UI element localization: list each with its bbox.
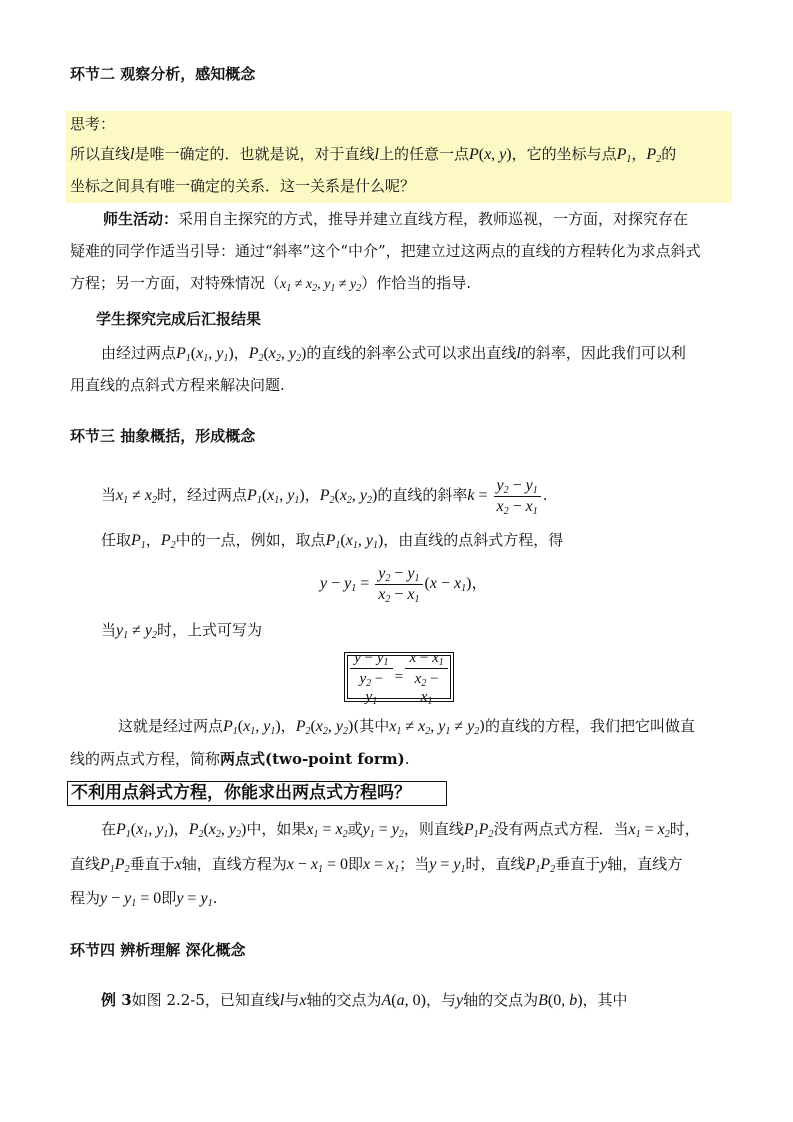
point-slope-equation: $y - y_1$ = $\frac{y_2 - y_1}{x_2 - x_1}$ $(x - x_1)$，: [320, 564, 488, 605]
two-point-formula: $\frac{y - y_1}{y_2 - y_1}$ = $\frac{x - x_1}{x_2 - x_1}$: [347, 655, 451, 699]
section3-heading: 环节三 抽象概括，形成概念: [70, 427, 256, 445]
report-heading: 学生探究完成后汇报结果: [96, 310, 262, 328]
special-line-2: 直线$P_1P_2$垂直于x轴，直线方程为$x - x_1 = 0$即$x = x_1$；当$y = y_1$时，直线$P_1P_2$垂直于y轴，直线方: [70, 855, 683, 875]
report-line-1: 由经过两点$P_1(x_1$, $y_1$)，$P_2(x_2$, $y_2$)的直线的斜率公式可以求出直线l的斜率，因此我们可以利: [101, 344, 686, 364]
special-line-3: 程为$y - y_1 = 0$即$y = y_1$.: [70, 889, 218, 909]
when-line: 当$y_1 \ne y_2$时，上式可写为: [101, 621, 263, 641]
example-3-line: 例 3如图 2.2-5，已知直线l与x轴的交点为A(a, 0)，与y轴的交点为B(0, b)，其中: [101, 991, 628, 1009]
think-line-1: 所以直线l是唯一确定的．也就是说，对于直线l上的任意一点P(x, y)，它的坐标与点$P_1$，$P_2$的: [70, 145, 677, 165]
two-point-form-box: [344, 649, 454, 707]
section4-heading: 环节四 辨析理解 深化概念: [70, 941, 246, 959]
activity-line-1: 师生活动：采用自主探究的方式，推导并建立直线方程，教师巡视，一方面，对探究存在: [103, 210, 689, 228]
definition-line-2: 线的两点式方程，简称两点式(two-point form).: [70, 750, 410, 768]
take-line: 任取$P_1$，$P_2$中的一点，例如，取点$P_1(x_1$, $y_1$)，由直线的点斜式方程，得: [101, 531, 564, 551]
section2-heading: 环节二 观察分析，感知概念: [70, 65, 256, 83]
think-label: 思考：: [70, 115, 116, 133]
slope-line: 当$x_1 \ne x_2$时，经过两点$P_1(x_1$, $y_1$)，$P_2(x_2$, $y_2$)的直线的斜率k = $\frac{y_2 - y_1}{x_2 - x_1}$ .: [101, 476, 548, 517]
formula-point-P: P: [468, 146, 479, 163]
special-line-1: 在$P_1(x_1$, $y_1$)，$P_2(x_2$, $y_2$)中，如果$x_1 = x_2$或$y_1 = y_2$，则直线$P_1P_2$没有两点式方程．当$x_1 = x_2$时，: [101, 820, 700, 840]
think-line-2: 坐标之间具有唯一确定的关系．这一关系是什么呢？: [70, 177, 416, 195]
activity-line-2: 疑难的同学作适当引导：通过“斜率”这个“中介”，把建立过这两点的直线的方程转化为求点斜式: [70, 242, 701, 260]
slope-formula: k = $\frac{y_2 - y_1}{x_2 - x_1}$: [467, 487, 542, 504]
question-box: 不利用点斜式方程，你能求出两点式方程吗？: [67, 781, 447, 806]
report-line-2: 用直线的点斜式方程来解决问题.: [70, 376, 285, 394]
activity-line-3: 方程；另一方面，对特殊情况（$x_1 \ne x_2$, $y_1 \ne y_2$）作恰当的指导.: [70, 274, 472, 294]
definition-line-1: 这就是经过两点$P_1(x_1$, $y_1$)，$P_2(x_2$, $y_2$)(其中$x_1 \ne x_2$, $y_1 \ne y_2$)的直线的方程，我们把它叫做直: [118, 717, 696, 737]
